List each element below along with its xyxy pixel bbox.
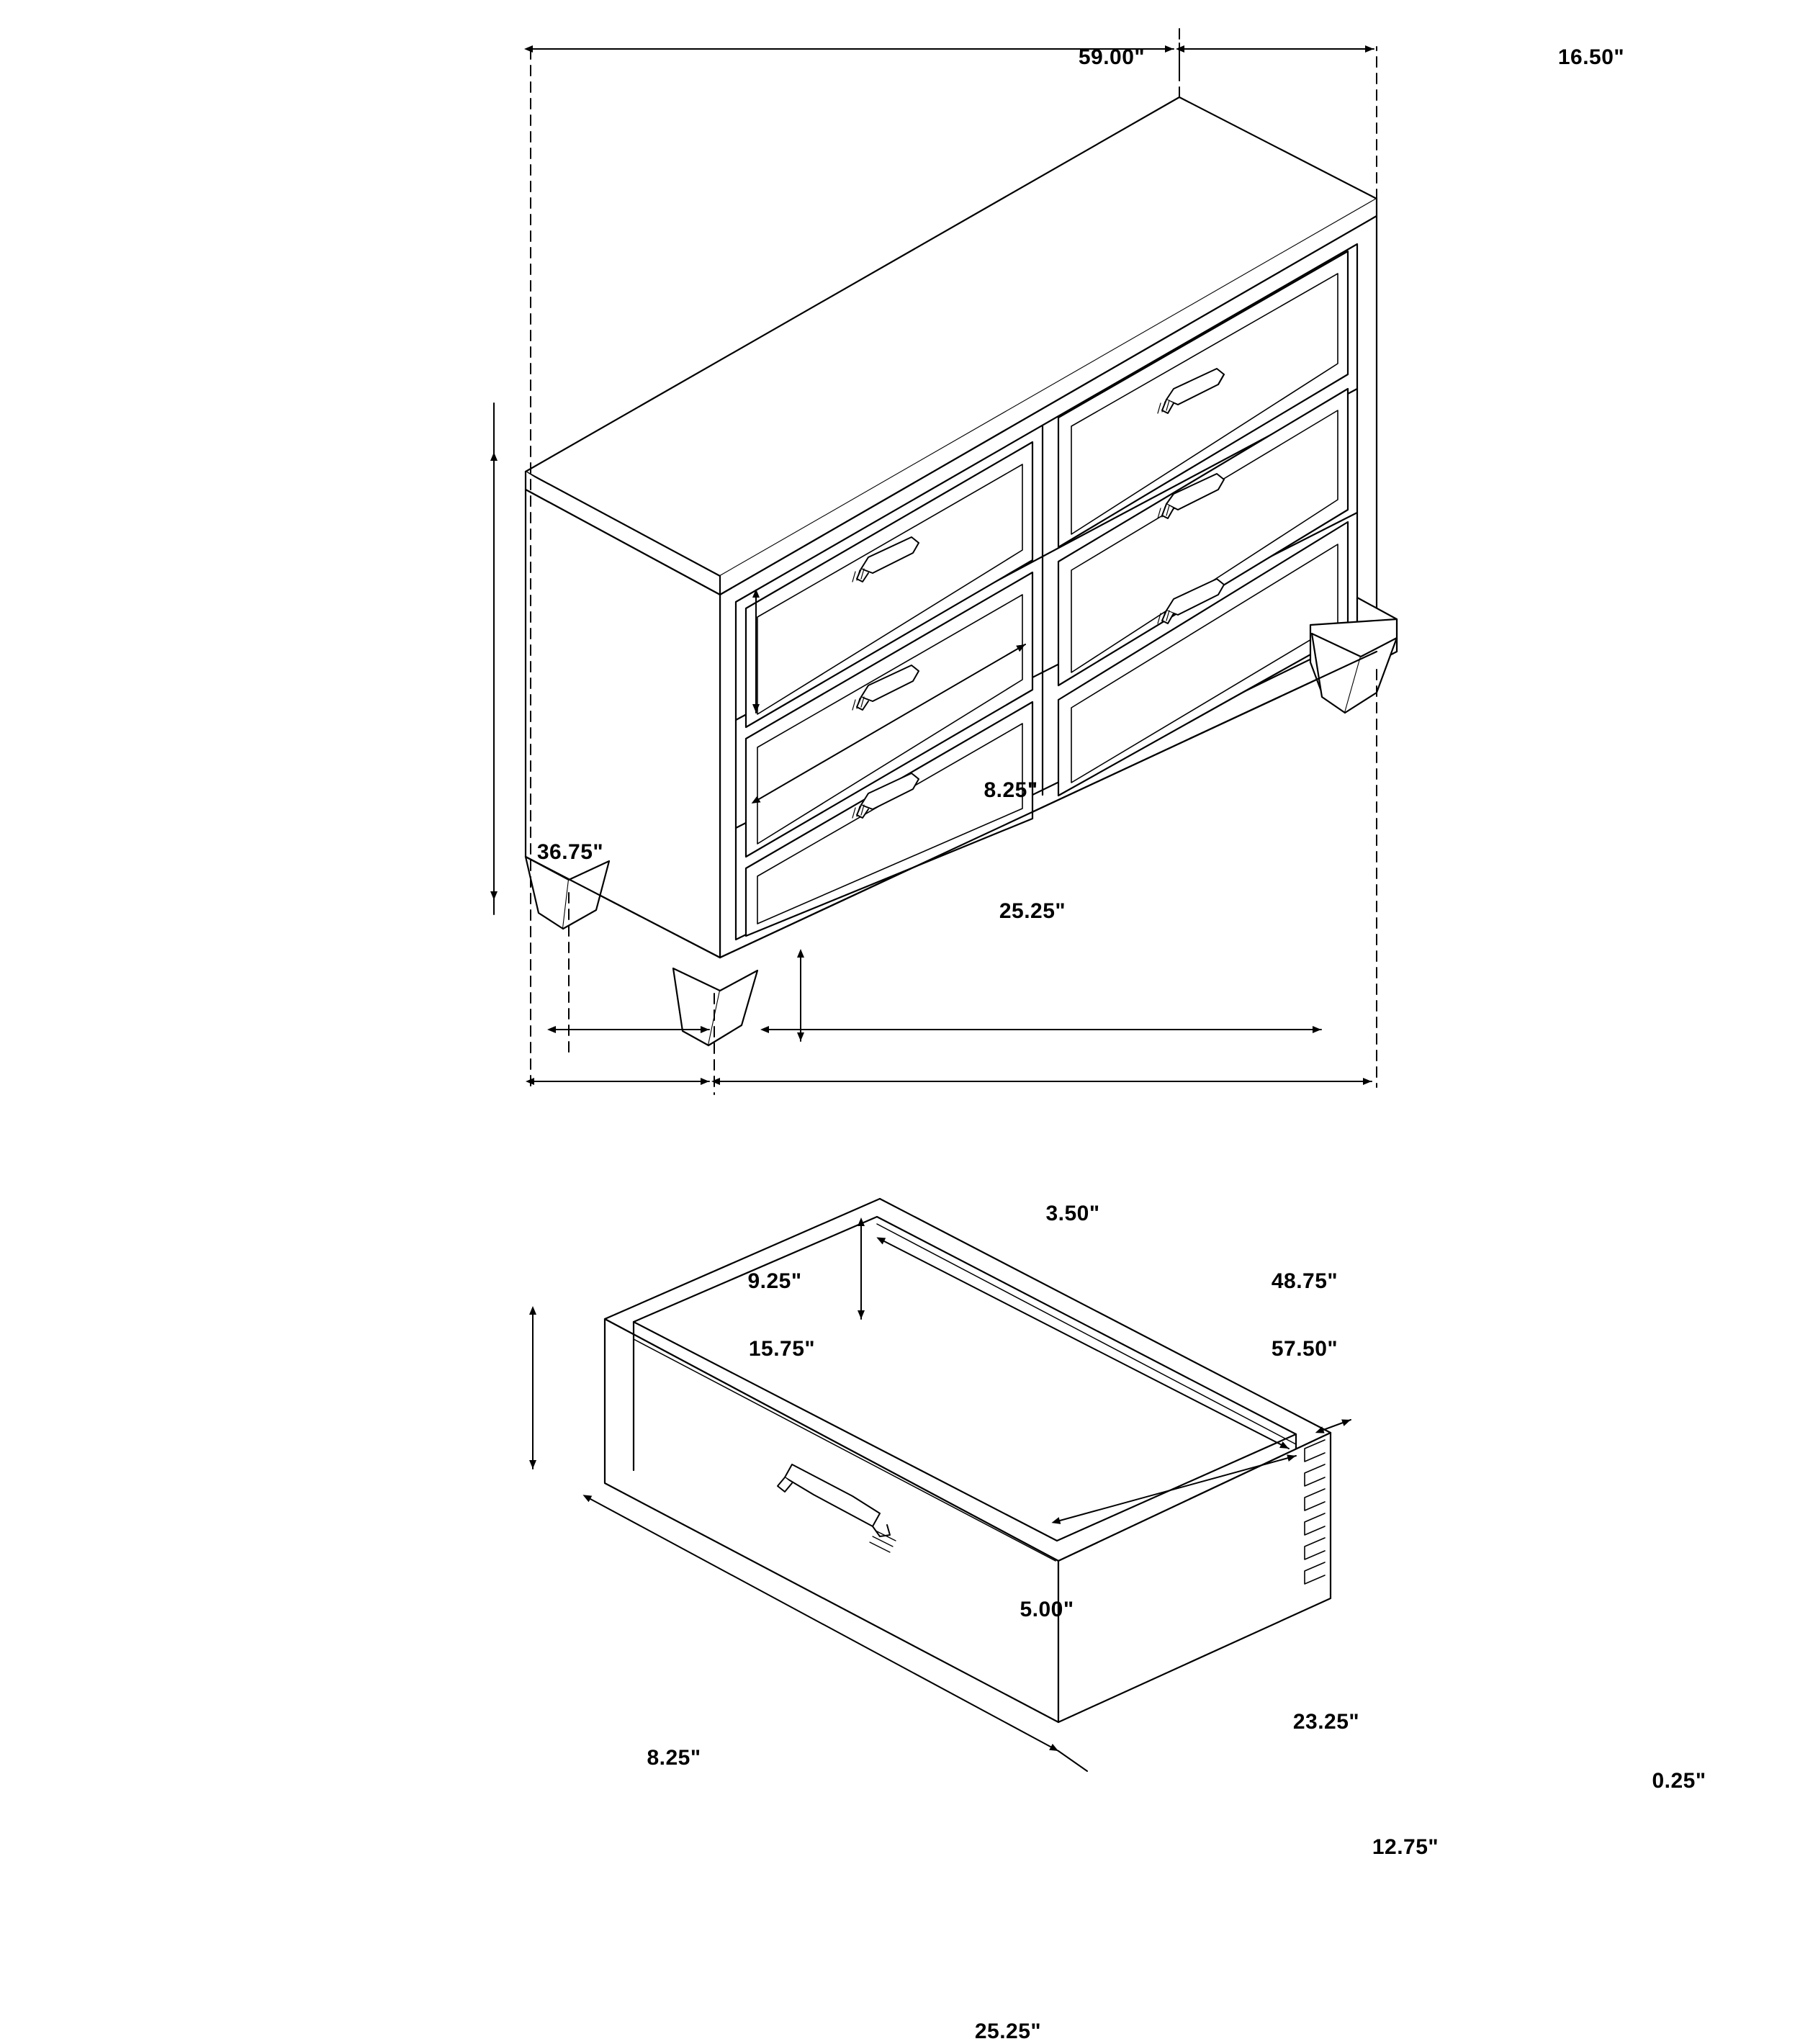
dim-label-leg-height: 3.50" — [1045, 1202, 1100, 1225]
dim-label-box-inner-depth: 5.00" — [1020, 1598, 1074, 1621]
dresser-body — [526, 97, 1397, 1045]
dim-label-box-face-height: 8.25" — [647, 1746, 701, 1770]
dim-label-box-inner-side: 12.75" — [1372, 1835, 1439, 1859]
drawer-detail-body — [605, 1199, 1331, 1722]
dim-label-drawer-face-width: 25.25" — [999, 899, 1066, 923]
dim-label-base-depth: 15.75" — [748, 1337, 816, 1361]
dim-label-base-span: 48.75" — [1271, 1269, 1338, 1293]
dim-label-top-width: 59.00" — [1078, 45, 1146, 69]
dim-label-box-inner-width: 23.25" — [1292, 1710, 1360, 1734]
dim-label-foot-inset: 9.25" — [747, 1269, 802, 1293]
dim-label-top-depth: 16.50" — [1557, 45, 1625, 69]
dim-label-box-face-width: 25.25" — [974, 2020, 1042, 2043]
dim-label-base-width: 57.50" — [1271, 1337, 1338, 1361]
dim-label-drawer-face-height: 8.25" — [984, 778, 1038, 802]
dim-label-overall-height: 36.75" — [536, 840, 604, 864]
dim-label-box-side-thickness: 0.25" — [1652, 1769, 1706, 1793]
